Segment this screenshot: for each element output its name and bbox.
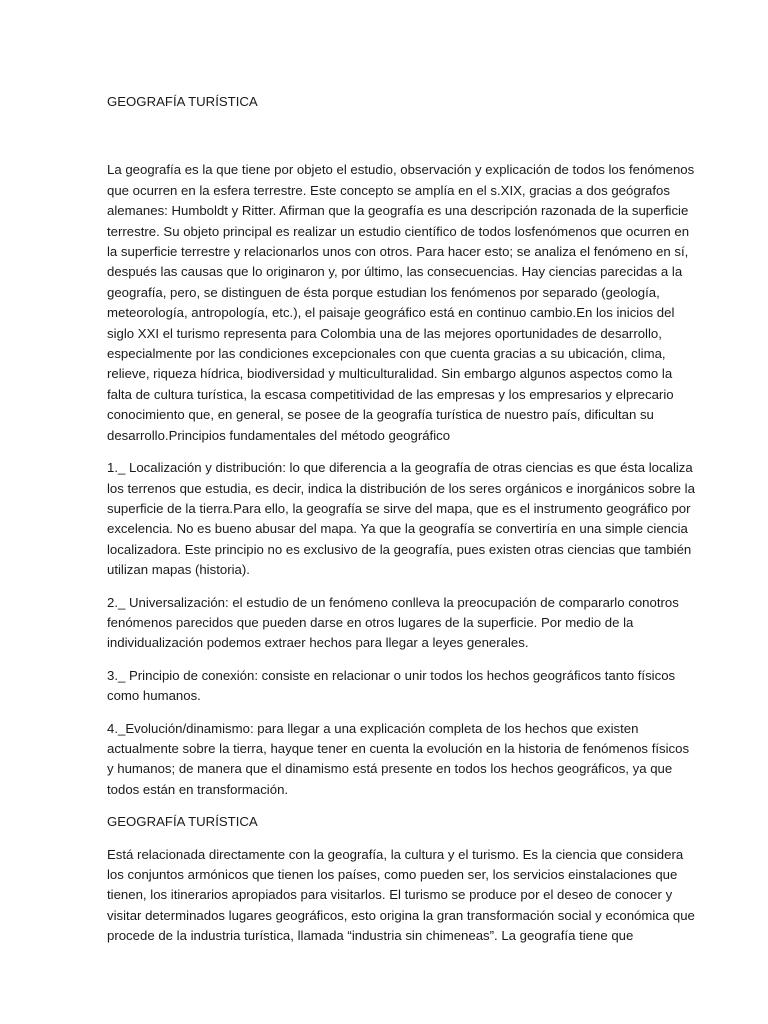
principle-localizacion: 1._ Localización y distribución: lo que diferencia a la geografía de otras ciencias es que ésta localiza los terrenos que estudia, es decir, indica la distribución de los seres orgánicos e inorgánicos sobre la superficie de la tierra.Para ello, la geografía se sirve del mapa, que es el instrumento geográfico por excelencia. No es bueno abusar del mapa. Ya que la geografía se convertiría en una simple ciencia localizadora. Este principio no es exclusivo de la geografía, pues existen otras ciencias que también utilizan mapas (historia). <box>107 460 695 578</box>
section-body-paragraph: Está relacionada directamente con la geografía, la cultura y el turismo. Es la ciencia que considera los conjuntos armónicos que tienen los países, como pueden ser, los servicios einstalaciones que tienen, los itinerarios apropiados para visitarlos. El turismo se produce por el deseo de conocer y visitar determinados lugares geográficos, esto origina la gran transformación social y económica que procede de la industria turística, llamada “industria sin chimeneas”. La geografía tiene que <box>107 846 695 944</box>
principle-universalizacion: 2._ Universalización: el estudio de un fenómeno conlleva la preocupación de compararlo conotros fenómenos parecidos que pueden darse en otros lugares de la superficie. Por medio de la individualización podemos extraer hechos para llegar a leyes generales. <box>107 594 679 651</box>
document-title: GEOGRAFÍA TURÍSTICA <box>107 94 258 109</box>
principle-evolucion: 4._Evolución/dinamismo: para llegar a una explicación completa de los hechos que existen actualmente sobre la tierra, hayque tener en cuenta la evolución en la historia de fenómenos físicos y humanos; de manera que el dinamismo está presente en todos los hechos geográficos, ya que todos están en transformación. <box>107 720 690 797</box>
principle-conexion: 3._ Principio de conexión: consiste en relacionar o unir todos los hechos geográficos tanto físicos como humanos. <box>107 667 676 704</box>
intro-paragraph: La geografía es la que tiene por objeto el estudio, observación y explicación de todos los fenómenos que ocurren en la esfera terrestre. Este concepto se amplía en el s.XIX, gracias a dos geógrafos alemanes: Humboldt y Ritter. Afirman que la geografía es una descripción razonada de la superficie terrestre. Su objeto principal es realizar un estudio científico de todos losfenómenos que ocurren en la superficie terrestre y relacionarlos unos con otros. Para hacer esto; se analiza el fenómeno en sí, después las causas que lo originaron y, por último, las consecuencias. Hay ciencias parecidas a la geografía, pero, se distinguen de ésta porque estudian los fenómenos por separado (geología, meteorología, antropología, etc.), el paisaje geográfico está en continuo cambio.En los inicios del siglo XXI el turismo representa para Colombia una de las mejores oportunidades de desarrollo, especialmente por las condiciones excepcionales con que cuenta gracias a su ubicación, clima, relieve, riqueza hídrica, biodiversidad y multiculturalidad. Sin embargo algunos aspectos como la falta de cultura turística, la escasa competitividad de las empresas y los empresarios y elprecario conocimiento que, en general, se posee de la geografía turística de nuestro país, dificultan su desarrollo.Principios fundamentales del método geográfico <box>107 162 695 443</box>
section-title: GEOGRAFÍA TURÍSTICA <box>107 814 258 830</box>
